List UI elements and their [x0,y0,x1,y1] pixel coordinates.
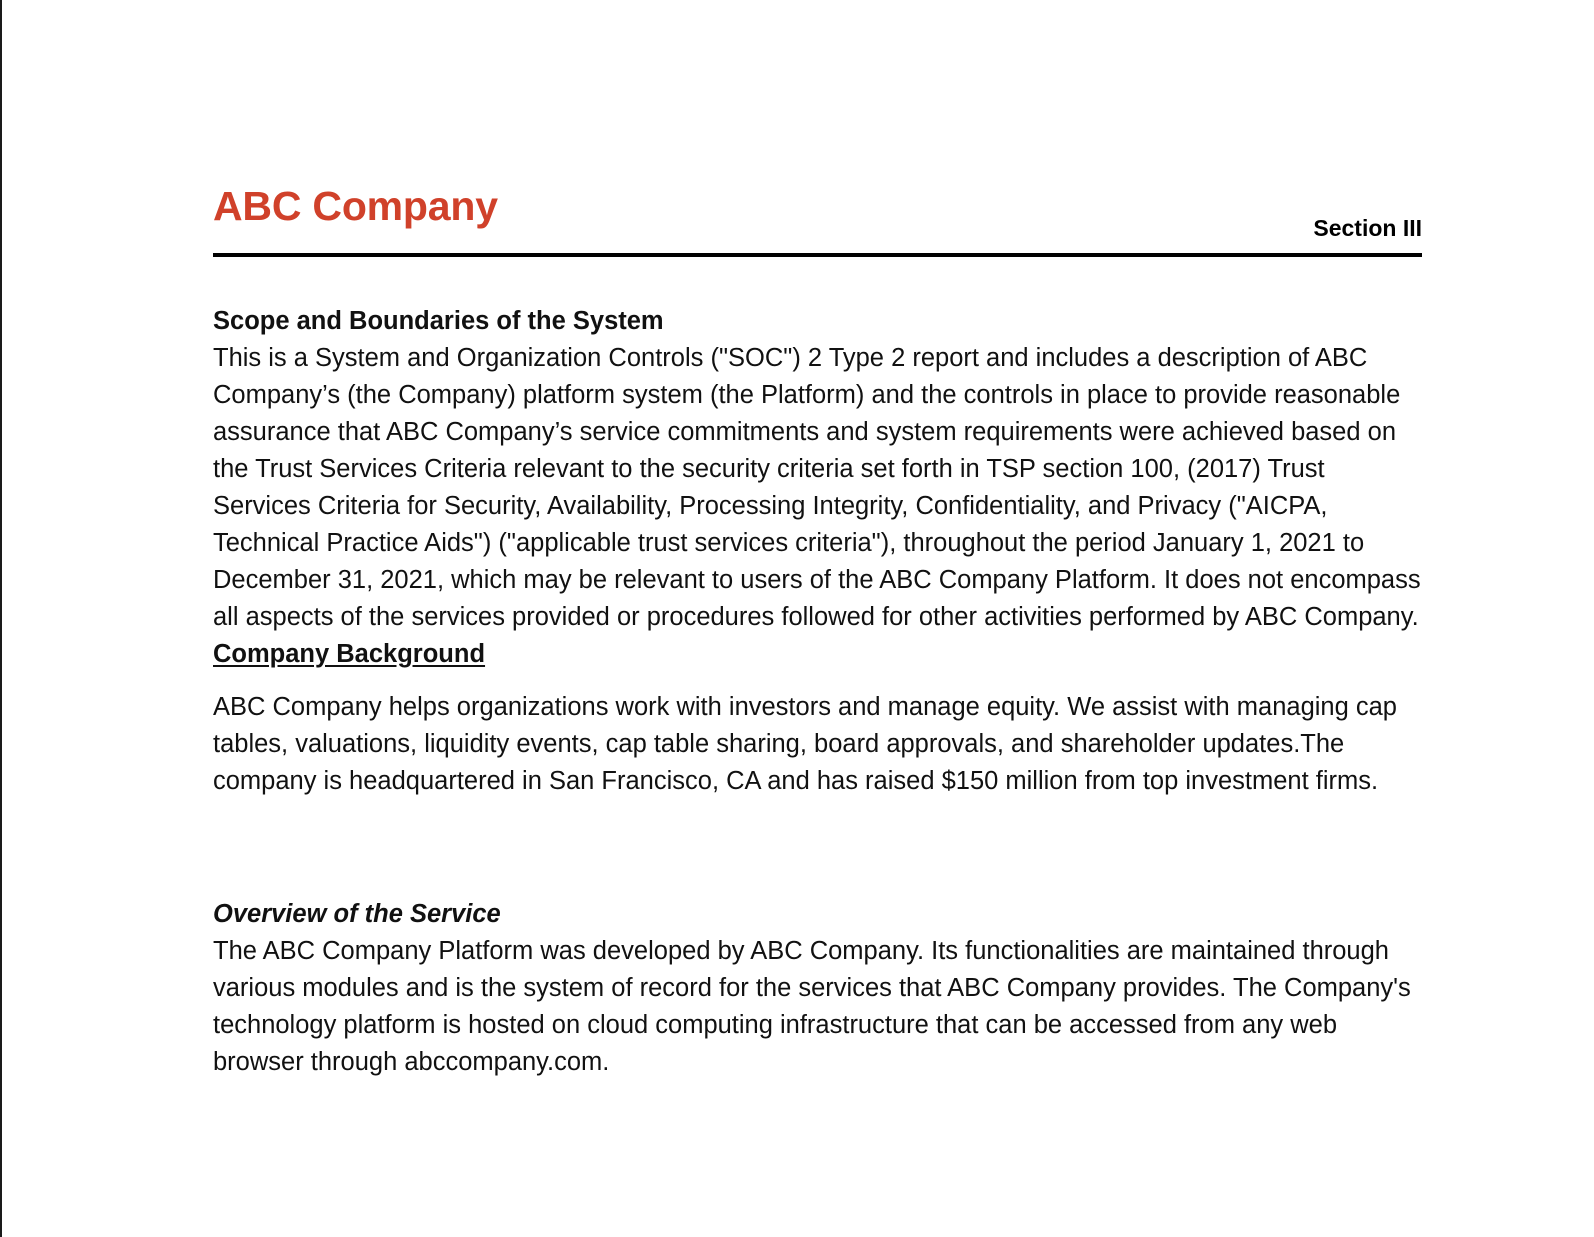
paragraph-company-background: ABC Company helps organizations work with investors and manage equity. We assist with managing cap tables, valuations, liquidity events, cap table sharing, board approvals, and shareholder updates.The company is headquartered in San Francisco, CA and has raised $150 million from top investment firms. [213,693,1397,795]
spacer-before-overview-section [213,800,1422,896]
heading-scope-and-boundaries: Scope and Boundaries of the System [213,307,664,335]
header-divider-rule [213,253,1422,257]
heading-overview-of-the-service: Overview of the Service [213,900,501,928]
page-left-edge [0,0,2,1237]
spacer-after-company-background-heading [213,673,1422,689]
section-label: Section III [1313,215,1422,241]
page-content [213,0,1422,1081]
document-header [213,182,1422,257]
heading-company-background: Company Background [213,640,486,668]
section-company-background [213,636,1422,800]
company-title: ABC Company [213,183,498,229]
paragraph-overview-of-the-service: The ABC Company Platform was developed by ABC Company. Its functionalities are maintained through various modules and is the system of record for the services that ABC Company provides. The Company's technology platform is hosted on cloud computing infrastructure that can be accessed from any web browser through abccompany.com. [213,937,1411,1076]
section-scope-and-boundaries [213,303,1422,636]
section-overview-of-the-service [213,896,1422,1081]
paragraph-scope-and-boundaries: This is a System and Organization Controls ("SOC") 2 Type 2 report and includes a description of ABC Company’s (the Company) platform system (the Platform) and the controls in place to provide reasonable assurance that ABC Company’s service commitments and system requirements were achieved based on the Trust Services Criteria relevant to the security criteria set forth in TSP section 100, (2017) Trust Services Criteria for Security, Availability, Processing Integrity, Confidentiality, and Privacy ("AICPA, Technical Practice Aids") ("applicable trust services criteria"), throughout the period January 1, 2021 to December 31, 2021, which may be relevant to users of the ABC Company Platform. It does not encompass all aspects of the services provided or procedures followed for other activities performed by ABC Company. [213,344,1421,631]
